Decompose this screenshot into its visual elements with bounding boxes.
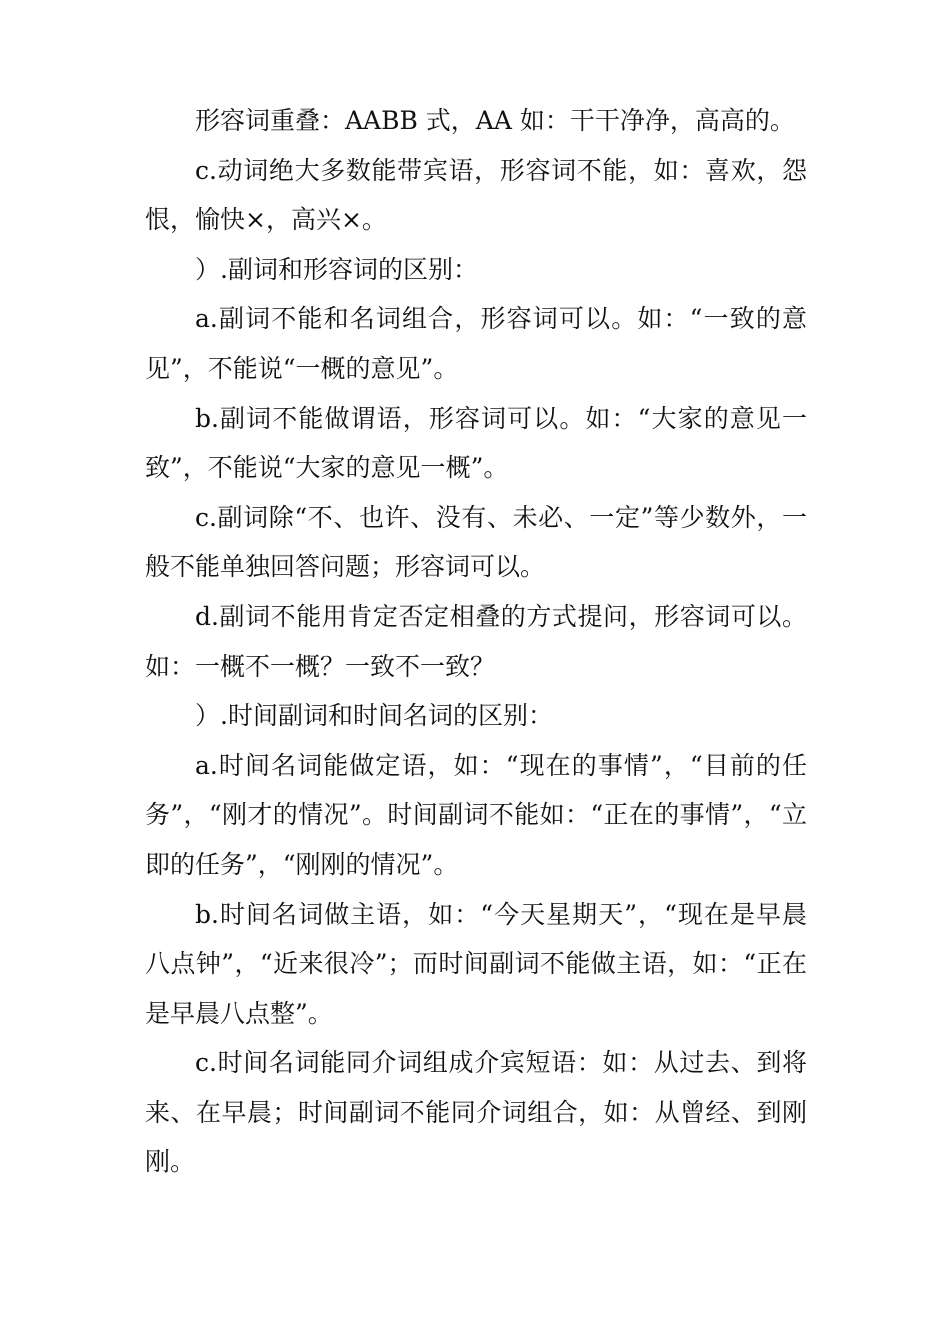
paragraph-verb-object-rule: c.动词绝大多数能带宾语，形容词不能，如：喜欢，怨恨，愉快×，高兴×。 [145, 155, 807, 235]
paragraph-time-rule-a: a.时间名词能做定语，如：“现在的事情”，“目前的任务”，“刚才的情况”。时间副词不能如：“正在的事情”，“立即的任务”，“刚刚的情况”。 [145, 750, 807, 879]
section-heading-adverb-adjective: ）.副词和形容词的区别： [195, 254, 478, 284]
paragraph-adverb-rule-c: c.副词除“不、也许、没有、未必、一定”等少数外，一般不能单独回答问题；形容词可以。 [145, 502, 807, 582]
section-heading-time-adverb-noun: ）.时间副词和时间名词的区别： [195, 701, 553, 731]
paragraph-time-rule-b: b.时间名词做主语，如：“今天星期天”，“现在是早晨八点钟”，“近来很冷”；而时间副词不能做主语，如：“正在是早晨八点整”。 [145, 899, 807, 1028]
paragraph-time-rule-c: c.时间名词能同介词组成介宾短语：如：从过去、到将来、在早晨；时间副词不能同介词组合，如：从曾经、到刚刚。 [145, 1048, 807, 1177]
paragraph-adjective-reduplication: 形容词重叠：AABB 式，AA 如：干干净净，高高的。 [195, 106, 795, 135]
paragraph-adverb-rule-d: d.副词不能用肯定否定相叠的方式提问，形容词可以。如：一概不一概？一致不一致？ [145, 601, 807, 681]
paragraph-adverb-rule-a: a.副词不能和名词组合，形容词可以。如：“一致的意见”，不能说“一概的意见”。 [145, 304, 807, 383]
document-body [145, 96, 807, 1187]
paragraph-adverb-rule-b: b.副词不能做谓语，形容词可以。如：“大家的意见一致”，不能说“大家的意见一概”。 [145, 403, 807, 483]
